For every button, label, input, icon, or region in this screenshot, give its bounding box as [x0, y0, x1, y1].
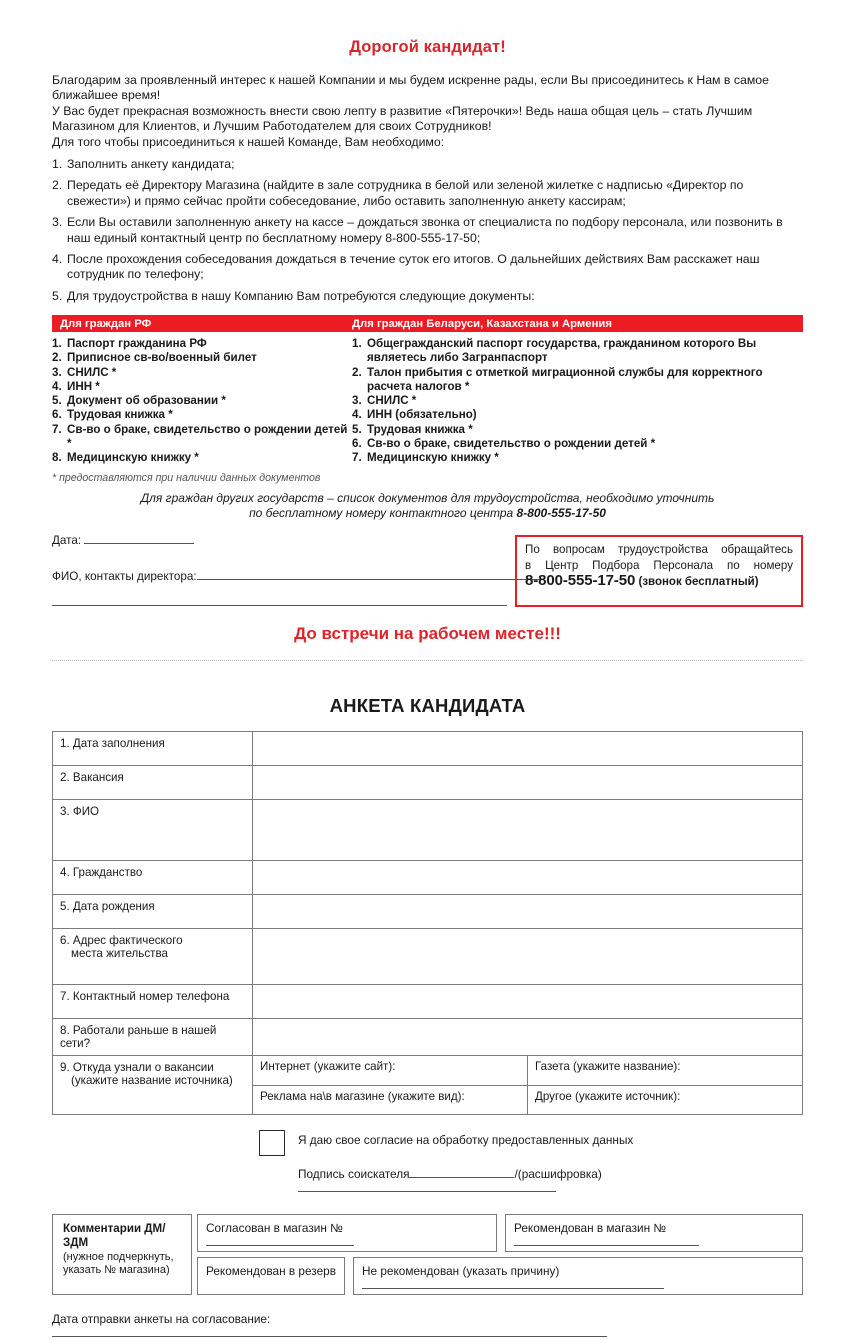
- doc-text: Медицинскую книжку *: [367, 450, 499, 464]
- manager-comments-options: [192, 1214, 803, 1295]
- option-approved-store[interactable]: [197, 1214, 497, 1252]
- form-label-phone: 7. Контактный номер телефона: [53, 985, 253, 1019]
- cut-line-divider: [52, 660, 803, 661]
- send-date-row: [52, 1312, 803, 1340]
- table-row: [53, 800, 803, 861]
- table-row: [53, 1056, 803, 1115]
- doc-item: [352, 394, 803, 408]
- table-row: [53, 861, 803, 895]
- other-citizens-phone: 8-800-555-17-50: [516, 506, 606, 521]
- consent-row: [52, 1130, 803, 1156]
- contact-center-line2: в Центр Подбора Персонала по номеру: [525, 558, 793, 572]
- manager-comments-subtitle2: указать № магазина): [63, 1263, 170, 1276]
- applicant-signature-label: Подпись соискателя: [298, 1167, 410, 1182]
- doc-text: СНИЛС *: [67, 365, 117, 379]
- manager-comments-subtitle1: (нужное подчеркнуть,: [63, 1250, 174, 1263]
- doc-number: 2.: [352, 365, 362, 379]
- doc-text: Паспорт гражданина РФ: [67, 337, 207, 351]
- farewell-text: До встречи на рабочем месте!!!: [294, 624, 561, 644]
- doc-number: 5.: [352, 422, 362, 436]
- doc-text: ИНН *: [67, 379, 100, 393]
- doc-item: [352, 423, 803, 437]
- other-citizens-note-line1: Для граждан других государств – список документов для трудоустройства, необходимо уточнить: [140, 491, 715, 506]
- candidate-form-table: [52, 731, 803, 1115]
- doc-text: Св-во о браке, свидетельство о рождении детей *: [367, 436, 656, 450]
- form-label-address-line2: места жительства: [71, 947, 168, 961]
- doc-item: [52, 380, 352, 394]
- other-citizens-note-line2: [52, 506, 803, 521]
- doc-number: 3.: [52, 365, 62, 379]
- doc-number: 6.: [52, 408, 62, 422]
- form-input-date[interactable]: [253, 732, 803, 766]
- applicant-signature-line[interactable]: [409, 1167, 514, 1178]
- doc-item: [352, 437, 803, 451]
- form-label-date: 1. Дата заполнения: [53, 732, 253, 766]
- step-text: Для трудоустройства в нашу Компанию Вам потребуются следующие документы:: [67, 288, 535, 303]
- step-text: Заполнить анкету кандидата;: [67, 157, 235, 172]
- form-label-source-line2: (укажите название источника): [71, 1074, 233, 1088]
- doc-number: 6.: [352, 436, 362, 450]
- other-citizens-note-prefix: по бесплатному номеру контактного центра: [249, 506, 517, 521]
- doc-item: [52, 337, 352, 351]
- doc-number: 8.: [52, 450, 62, 464]
- contact-center-number: 8-800-555-17-50: [525, 572, 636, 590]
- doc-item: [52, 394, 352, 408]
- documents-columns: [52, 337, 803, 484]
- doc-text: Приписное св-во/военный билет: [67, 351, 257, 365]
- doc-item: [352, 408, 803, 422]
- step-number: 5.: [52, 288, 63, 303]
- documents-footnote: * предоставляются при наличии данных документов: [52, 472, 321, 485]
- form-input-vacancy[interactable]: [253, 766, 803, 800]
- option-approved-store-label: Согласован в магазин №: [206, 1221, 343, 1236]
- intro-line-1: Благодарим за проявленный интерес к нашей Компании и мы будем искренне рады, если Вы присоединитесь к Нам в самое ближайшее время!: [52, 73, 769, 103]
- steps-list: [52, 157, 803, 304]
- doc-number: 7.: [52, 422, 62, 436]
- documents-list-cis: [352, 337, 803, 484]
- form-input-worked-before[interactable]: [253, 1019, 803, 1056]
- page-title: Дорогой кандидат!: [349, 38, 506, 56]
- step-number: 3.: [52, 215, 63, 230]
- doc-text: Св-во о браке, свидетельство о рождении детей *: [67, 422, 348, 450]
- option-reserve-label: Рекомендован в резерв: [206, 1264, 336, 1279]
- source-subrow: [253, 1056, 802, 1085]
- step-item: [52, 178, 803, 209]
- doc-item: [52, 351, 352, 365]
- doc-text: Трудовая книжка *: [367, 422, 473, 436]
- doc-item: [52, 408, 352, 422]
- manager-comments-row: [197, 1257, 803, 1295]
- documents-list-rf: [52, 337, 352, 484]
- date-input-line[interactable]: [84, 533, 194, 544]
- doc-number: 4.: [52, 379, 62, 393]
- table-row: [53, 1019, 803, 1056]
- form-input-citizenship[interactable]: [253, 861, 803, 895]
- intro-line-3: Для того чтобы присоединиться к нашей Команде, Вам необходимо:: [52, 134, 445, 149]
- manager-comments-title: Комментарии ДМ/ЗДМ: [63, 1222, 166, 1250]
- option-not-recommended-line[interactable]: [362, 1278, 664, 1289]
- doc-text: Трудовая книжка *: [67, 408, 173, 422]
- step-item: [52, 157, 803, 172]
- form-input-source-ad[interactable]: [253, 1085, 528, 1114]
- step-text: После прохождения собеседования дождаться в течение суток его итогов. О дальнейших действиях Вам расскажет наш сотрудник по телефону;: [67, 252, 760, 282]
- step-number: 4.: [52, 252, 63, 267]
- table-row: [53, 895, 803, 929]
- doc-item: [352, 337, 803, 365]
- option-reserve[interactable]: [197, 1257, 345, 1295]
- manager-comments-block: [52, 1214, 803, 1295]
- form-title: АНКЕТА КАНДИДАТА: [329, 695, 526, 717]
- doc-item: [52, 366, 352, 380]
- doc-number: 1.: [352, 337, 362, 351]
- step-item: [52, 252, 803, 283]
- intro-paragraphs: [52, 73, 803, 150]
- form-input-source-internet[interactable]: [253, 1056, 528, 1085]
- form-label-address: [53, 929, 253, 985]
- table-row: [53, 732, 803, 766]
- documents-header-bar: [52, 315, 803, 332]
- step-item: [52, 215, 803, 246]
- contact-center-free-note: (звонок бесплатный): [638, 576, 759, 589]
- form-label-source-other: Другое (укажите источник):: [535, 1089, 681, 1103]
- doc-number: 7.: [352, 450, 362, 464]
- doc-number: 5.: [52, 394, 62, 408]
- docs-header-rf: Для граждан РФ: [60, 317, 152, 330]
- step-text: Передать её Директору Магазина (найдите в зале сотрудника в белой или зеленой жилетке с надписью «Директор по свежести») и прямо сейчас пройти собеседование, либо оставить заполненную анкету кассирам;: [67, 178, 744, 208]
- doc-text: Медицинскую книжку *: [67, 450, 199, 464]
- form-input-address[interactable]: [253, 929, 803, 985]
- form-label-vacancy: 2. Вакансия: [53, 766, 253, 800]
- docs-header-cis: Для граждан Беларуси, Казахстана и Армения: [352, 317, 612, 330]
- director-input-line[interactable]: [197, 569, 542, 580]
- table-row: [53, 766, 803, 800]
- form-label-fullname: 3. ФИО: [53, 800, 253, 861]
- applicant-signature-decode-label: /(расшифровка): [514, 1167, 602, 1182]
- other-citizens-note: [52, 491, 803, 521]
- form-label-source-newspaper: Газета (укажите название):: [535, 1060, 681, 1074]
- step-text: Если Вы оставили заполненную анкету на кассе – дождаться звонка от специалиста по подбору персонала, или позвонить в наш единый контактный центр по бесплатному номеру 8-800-555-17-50;: [67, 215, 783, 245]
- doc-number: 4.: [352, 408, 362, 422]
- doc-item: [352, 451, 803, 465]
- doc-text: Документ об образовании *: [67, 394, 226, 408]
- manager-comments-row: [197, 1214, 803, 1252]
- contact-center-number-row: [525, 573, 793, 591]
- option-recommended-store[interactable]: [505, 1214, 803, 1252]
- director-label: ФИО, контакты директора:: [52, 570, 197, 584]
- doc-item: [352, 366, 803, 394]
- consent-label: Я даю свое согласие на обработку предоставленных данных: [298, 1133, 634, 1148]
- doc-text: СНИЛС *: [367, 394, 417, 408]
- form-label-citizenship: 4. Гражданство: [53, 861, 253, 895]
- form-label-worked-before: 8. Работали раньше в нашей сети?: [53, 1019, 253, 1056]
- manager-comments-label: [52, 1214, 192, 1295]
- step-number: 2.: [52, 178, 63, 193]
- form-input-birthdate[interactable]: [253, 895, 803, 929]
- doc-number: 1.: [52, 337, 62, 351]
- form-label-source: [53, 1056, 253, 1115]
- intro-line-2: У Вас будет прекрасная возможность внести свою лепту в развитие «Пятерочки»! Ведь наша общая цель – стать Лучшим Магазином для Клиентов, и Лучшим Работодателем для своих Сотрудников!: [52, 103, 753, 134]
- applicant-signature-row: [52, 1167, 803, 1195]
- send-date-line[interactable]: [52, 1326, 607, 1337]
- doc-text: Общегражданский паспорт государства, гражданином которого Вы являетесь либо Загранпаспорт: [367, 337, 757, 365]
- director-signature-zone: [52, 533, 803, 611]
- contact-center-box: [515, 535, 803, 607]
- step-number: 1.: [52, 157, 63, 172]
- form-input-fullname[interactable]: [253, 800, 803, 861]
- table-row: [53, 929, 803, 985]
- form-input-source-newspaper[interactable]: [528, 1056, 803, 1085]
- contact-center-line1: По вопросам трудоустройства обращайтесь: [525, 543, 793, 557]
- source-subrow: [253, 1085, 802, 1114]
- doc-number: 3.: [352, 394, 362, 408]
- form-source-subgrid: [253, 1056, 803, 1115]
- option-not-recommended-label: Не рекомендован (указать причину): [362, 1264, 560, 1279]
- step-item: [52, 289, 803, 304]
- director-input-line-2[interactable]: [52, 605, 507, 606]
- form-label-source-line1: 9. Откуда узнали о вакансии: [60, 1061, 214, 1075]
- form-label-source-internet: Интернет (укажите сайт):: [260, 1060, 396, 1074]
- form-label-source-ad: Реклама на\в магазине (укажите вид):: [260, 1089, 465, 1103]
- option-approved-store-line[interactable]: [206, 1235, 354, 1246]
- form-label-birthdate: 5. Дата рождения: [53, 895, 253, 929]
- date-label: Дата:: [52, 534, 82, 548]
- send-date-label: Дата отправки анкеты на согласование:: [52, 1312, 271, 1327]
- doc-item: [52, 451, 352, 465]
- option-not-recommended[interactable]: [353, 1257, 803, 1295]
- form-input-phone[interactable]: [253, 985, 803, 1019]
- consent-checkbox[interactable]: [259, 1130, 285, 1156]
- doc-text: Талон прибытия с отметкой миграционной службы для корректного расчета налогов *: [367, 365, 763, 393]
- form-label-address-line1: 6. Адрес фактического: [60, 934, 183, 948]
- applicant-signature-decode-line[interactable]: [298, 1181, 556, 1192]
- doc-number: 2.: [52, 351, 62, 365]
- option-recommended-store-line[interactable]: [514, 1235, 699, 1246]
- doc-text: ИНН (обязательно): [367, 408, 477, 422]
- form-input-source-other[interactable]: [528, 1085, 803, 1114]
- table-row: [53, 985, 803, 1019]
- doc-item: [52, 423, 352, 451]
- option-recommended-store-label: Рекомендован в магазин №: [514, 1221, 667, 1236]
